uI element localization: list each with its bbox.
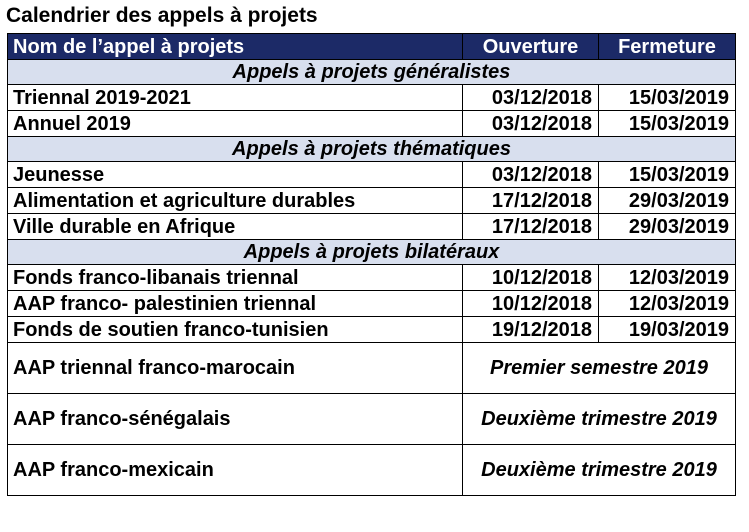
header-opening: Ouverture: [463, 34, 599, 60]
section-row-thematiques: [8, 137, 736, 162]
table-row: [8, 317, 736, 343]
call-name: Alimentation et agriculture durables: [8, 188, 463, 214]
closing-date: 15/03/2019: [599, 111, 736, 137]
call-name: AAP franco- palestinien triennal: [8, 291, 463, 317]
table-row: [8, 445, 736, 496]
call-period: Deuxième trimestre 2019: [463, 445, 736, 496]
closing-date: 29/03/2019: [599, 188, 736, 214]
call-period: Deuxième trimestre 2019: [463, 394, 736, 445]
table-row: [8, 162, 736, 188]
closing-date: 19/03/2019: [599, 317, 736, 343]
call-name: Jeunesse: [8, 162, 463, 188]
table-row: [8, 291, 736, 317]
table-row: [8, 265, 736, 291]
call-name: AAP franco-sénégalais: [8, 394, 463, 445]
call-name: Fonds franco-libanais triennal: [8, 265, 463, 291]
closing-date: 12/03/2019: [599, 265, 736, 291]
call-period: Premier semestre 2019: [463, 343, 736, 394]
closing-date: 12/03/2019: [599, 291, 736, 317]
call-name: Fonds de soutien franco-tunisien: [8, 317, 463, 343]
section-title: Appels à projets bilatéraux: [8, 240, 736, 265]
table-row: [8, 188, 736, 214]
opening-date: 19/12/2018: [463, 317, 599, 343]
table-row: [8, 214, 736, 240]
calls-calendar-table: [7, 33, 736, 496]
document-title: Calendrier des appels à projets: [6, 4, 318, 27]
opening-date: 03/12/2018: [463, 85, 599, 111]
table-row: [8, 111, 736, 137]
call-name: Triennal 2019-2021: [8, 85, 463, 111]
opening-date: 10/12/2018: [463, 265, 599, 291]
table-row: [8, 394, 736, 445]
table-row: [8, 343, 736, 394]
opening-date: 10/12/2018: [463, 291, 599, 317]
section-row-generalistes: [8, 60, 736, 85]
section-title: Appels à projets thématiques: [8, 137, 736, 162]
opening-date: 17/12/2018: [463, 188, 599, 214]
header-name: Nom de l’appel à projets: [8, 34, 463, 60]
table-row: [8, 85, 736, 111]
section-title: Appels à projets généralistes: [8, 60, 736, 85]
closing-date: 15/03/2019: [599, 85, 736, 111]
call-name: AAP franco-mexicain: [8, 445, 463, 496]
opening-date: 03/12/2018: [463, 162, 599, 188]
header-closing: Fermeture: [599, 34, 736, 60]
call-name: Annuel 2019: [8, 111, 463, 137]
table-header-row: [8, 34, 736, 60]
call-name: AAP triennal franco-marocain: [8, 343, 463, 394]
opening-date: 17/12/2018: [463, 214, 599, 240]
closing-date: 29/03/2019: [599, 214, 736, 240]
call-name: Ville durable en Afrique: [8, 214, 463, 240]
section-row-bilateraux: [8, 240, 736, 265]
opening-date: 03/12/2018: [463, 111, 599, 137]
closing-date: 15/03/2019: [599, 162, 736, 188]
